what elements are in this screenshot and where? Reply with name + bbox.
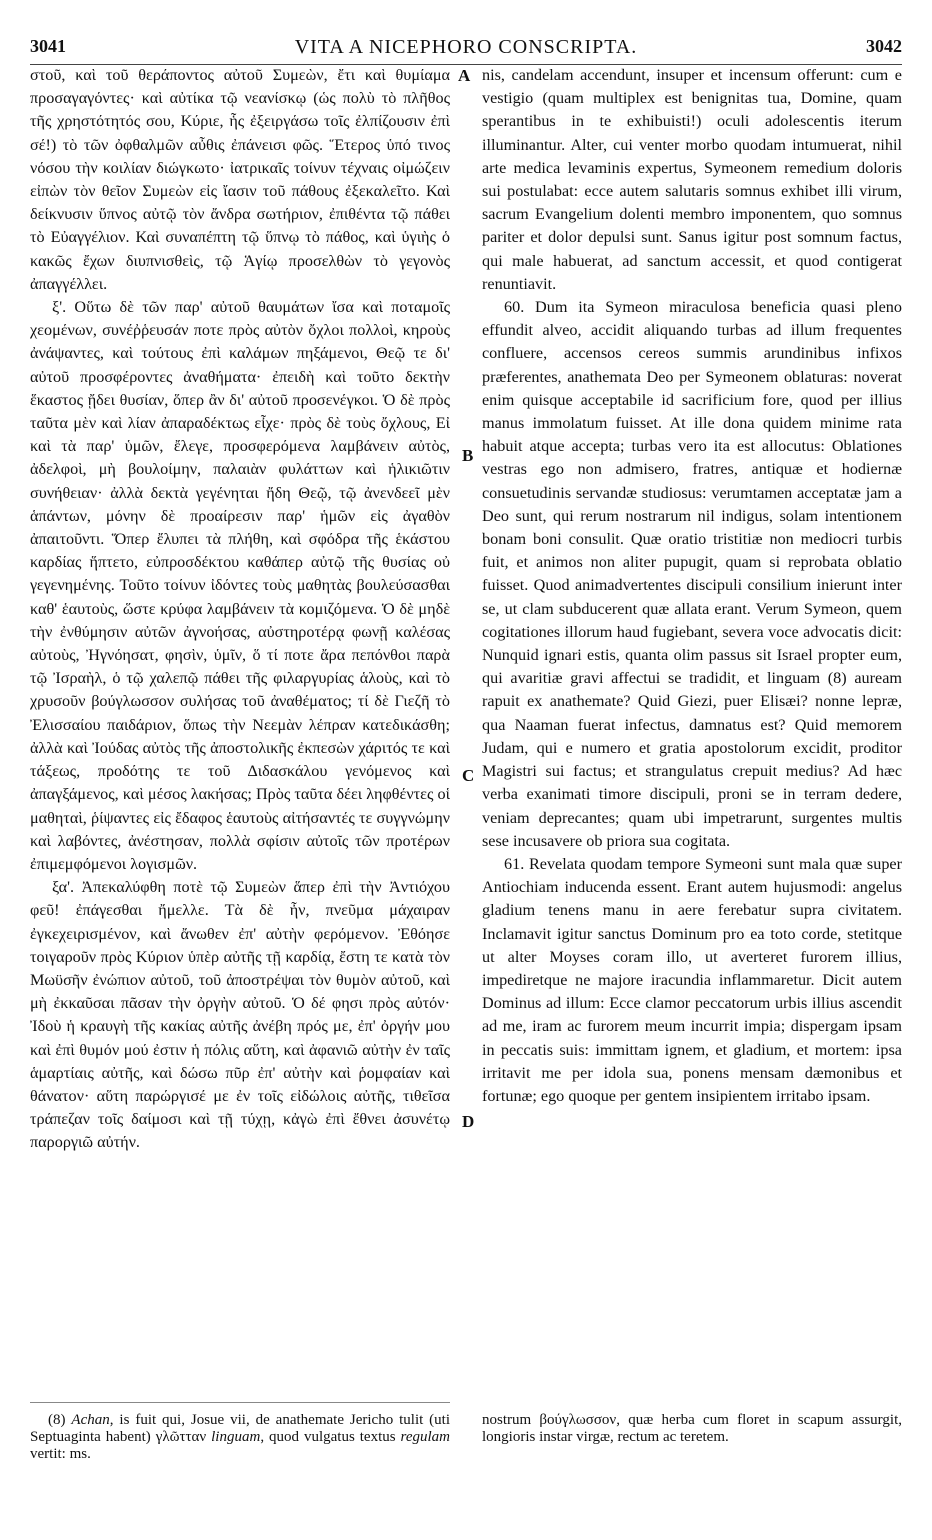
page-header xyxy=(30,34,902,65)
footnote-regulam: regulam xyxy=(400,1429,450,1445)
greek-paragraph: στοῦ, καὶ τοῦ θεράποντος αὐτοῦ Συμεὼν, ἔτι καὶ θυμίαμα προσαγαγόντες· καὶ αὐτίκα τῷ νεανίσκῳ (ὡς πολὺ τὸ πλῆθος τῆς χρηστότητός σου, Κύριε, ἧς ἐξειργάσω τοῖς ἐλπίζουσιν ἐπὶ σέ!) τὸ τῶν ὀφθαλμῶν αὖθις ἐπάνεισι φῶς. Ἕτερος ὑπό τινος νόσου τὴν κοιλίαν διώγκωτο· ἰατρικαῖς τοίνυν τέχναις οἰμώζειν εἰπὼν τὸν θεῖον Συμεὼν εἰς ἴασιν τοῦ πάθους ἐξεκαλεῖτο. Καὶ δείκνυσιν ὕπνος αὐτῷ τὸν ἄνδρα σωτήριον, ἐπιθέντα τῷ πάθει τὸ Εὐαγγέλιον. Καὶ συναπέπτη τῷ ὕπνῳ τὸ πάθος, καὶ ὑγιὴς ὁ κακῶς ἔχων διυπνισθεὶς, τῷ Ἁγίῳ προσελθὼν τὸ γεγονὸς ἀπαγγέλλει. xyxy=(30,66,450,293)
margin-marker-b: B xyxy=(462,446,474,465)
greek-paragraph: ξα'. Ἀπεκαλύφθη ποτὲ τῷ Συμεὼν ἅπερ ἐπὶ τὴν Ἀντιόχου φεῦ! ἐπάγεσθαι ἤμελλε. Τὰ δὲ ἦν, πνεῦμα μάχαιραν ἐγκεχειρισμένον, καὶ ἄνωθεν ἐπ' αὐτὴν φερόμενον. Ἐθόησε τοιγαροῦν πρὸς Κύριον ὑπὲρ αὐτῆς τῇ καρδίᾳ, ἔστη τε κατὰ τὸν Μωϋσῆν ἐνώπιον αὐτοῦ, τοῦ ἀποστρέψαι τὸν θυμὸν αὐτοῦ, καὶ μὴ ἐκκαῦσαι πᾶσαν τὴν ὀργὴν αὐτοῦ. Ὁ δέ φησι πρὸς αὐτόν· Ἰδοὺ ἡ κραυγὴ τῆς κακίας αὐτῆς ἀνέβη πρός με, ἐπ' ὀργήν μου καὶ ἐπὶ θυμόν μού ἐστιν ἡ πόλις αὕτη, καὶ ἀφανιῶ αὐτὴν ἐν ταῖς ἁμαρτίαις αὐτῆς, καὶ δώσω πῦρ ἐπ' αὐτὴν καὶ ῥομφαίαν καὶ θάνατον· αὕτη παρώργισέ με ἐν τοῖς εἰδώλοις αὐτῆς, τιθεῖσα τράπεζαν τοῖς δαίμοσι καὶ τῇ τύχῃ, κἀγὼ ἐπὶ ἔθνει ἀσυνέτῳ παροργιῶ αὐτήν. xyxy=(30,878,450,1152)
greek-column xyxy=(30,64,450,1155)
margin-marker-a: A xyxy=(458,66,471,85)
latin-paragraph: 61. Revelata quodam tempore Symeoni sunt mala quæ super Antiochiam inducenda essent. Erant autem hujusmodi: angelus gladium tenens manu in aere ferebatur supra civitatem. Inclamavit igitur sanctus Dominum pro ea toto corde, stetitque ut alter Moyses coram illo, ut averteret furorem illius, impediretque ne majore iracundia inflammaretur. Dicit autem Dominus ad illum: Ecce clamor peccatorum urbis illius ascendit ad me, iram ac furorem meum incurrit impia; dispergam ipsam in peccatis suis: immittam ignem, et gladium, et mortem: ipsa irritavit me per idola sua, ponens mensam dæmonibus et fortunæ; ego quoque per gentem insipientem irritabo ipsam. xyxy=(482,854,902,1105)
latin-paragraph: 60. Dum ita Symeon miraculosa beneficia quasi pleno effundit alveo, accidit aliquando turbas ad illum frequentes confluere, accensos cereos summis arundinibus infixos præferentes, anathemata Deo per Symeonem oblaturas: noverat enim quisque acceptabile id sacrificium fore, quod per illius manus immolatum fuisset. At ille dona quidem minime rata habuit atque accepta; turbas vero ita est allocutus: Oblationes vestras ego non admisero, fratres, antiquæ et hodiernæ consuetudinis servandæ studiosus: verumtamen acceptatæ jam a Deo sunt, qui rerum nostrarum nil indigus, solam intentionem bonam boni consulit. Quæ oratio tristitiæ non mediocri turbis fuit, et animos non aliter pupugit, quam si reprobata oblatio fuisset. Quod animadvertentes discipuli consilium inierunt inter se, ut clam subducerent quæ allata erant. Verum Symeon, quem cogitationes illorum haud fugiebant, severa voce advocatis dicit: Nunquid ignari estis, quanta olim passus sit Israel propter eum, qui avaritiæ gravi affectui se tradidit, et linguam (8) auream rapuit ex anathemate? Quid Giezi, puer Elisæi? nonne lepræ, qua Naaman fuerat infectus, damnatus est? Quid memorem Judam, qui e numero et gratia apostolorum excidit, proditor Magistri sui factus; et strangulatus crepuit medius? Ad hæc verba exanimati timore discipuli, proni se in terram dedere, veniam deprecantes; quam ubi impetrarunt, surgentes multis sese incusavere ob priora sua cogitata. xyxy=(482,298,902,850)
footnote-number: (8) xyxy=(48,1412,66,1428)
margin-marker-d: D xyxy=(462,1112,475,1131)
latin-paragraph: nis, candelam accendunt, insuper et incensum offerunt: cum e vestigio (quam multiplex est benignitas tua, Domine, quam sperantibus in te exhibuisti!) oculi adolescentis iterum illuminantur. Alter, cui venter morbo quodam intumuerat, nihil arte medica levaminis expertus, Symeonem remedium doloris sui postulabat: ecce autem salutaris somnus exhibet illi virum, sacrum Evangelium dolenti membro imponentem, quo somnus pariter et dolor depulsi sunt. Sanus igitur post somnum factus, qui male habuerat, ad sanctum accessit, et quod contigerat renuntiavit. xyxy=(482,66,902,293)
latin-column xyxy=(482,64,902,1108)
footnote-divider xyxy=(30,1402,450,1403)
page-number-right: 3042 xyxy=(866,36,902,56)
margin-marker-c: C xyxy=(462,766,475,785)
page-number-left: 3041 xyxy=(30,36,66,56)
footnote-text: , is fuit qui, Josue vii, de anathemate Jericho tulit (uti Septuaginta habent) γλῶτταν xyxy=(30,1412,451,1445)
footnote-left xyxy=(30,1412,450,1463)
footnote-achan: Achan xyxy=(71,1412,110,1428)
running-title: VITA A NICEPHORO CONSCRIPTA. xyxy=(294,36,638,58)
footnote-text: , quod vulgatus textus xyxy=(260,1429,401,1445)
greek-paragraph: ξ'. Οὕτω δὲ τῶν παρ' αὐτοῦ θαυμάτων ἴσα καὶ ποταμοῖς χεομένων, συνέῤῥευσάν ποτε πρὸς αὐτὸν ὄχλοι πολλοὶ, κηροὺς ἀνάψαντες, καὶ τούτους ἐπὶ καλάμων πηξάμενοι, Θεῷ τε δι' αὐτοῦ προσφέροντες ἀναθήματα· ἐπειδὴ καὶ τοῦτο δεκτὴν ἕκαστος ᾔδει θυσίαν, ὅπερ ἂν δι' αὐτοῦ προσενέγκοι. Ὁ δὲ πρὸς ταῦτα μὲν καὶ λίαν ἀπαραδέκτως εἶχε· πρὸς δὲ τοὺς ὄχλους, Εἰ καὶ τὰ παρ' ὑμῶν, ἔλεγε, προσφερόμενα λαμβάνειν αὐτὸς, ἀδελφοὶ, μὴ βουλοίμην, παλαιὰν φυλάττων καὶ ἡλικιῶτιν συνήθειαν· ἀλλὰ δεκτὰ γεγένηται ἤδη Θεῷ, τῷ ἀνενδεεῖ μὲν ἁπάντων, μόνην δὲ προαίρεσιν παρ' ἡμῶν εἰς ἀγαθὸν ἀπαιτοῦντι. Ὅπερ ἔλυπει τὰ πλήθη, καὶ σφόδρα τῆς ἑκάστου καρδίας ἥπτετο, εὐπροσδέκτου καθάπερ αὐτῷ τῆς θυσίας οὐ γεγενημένης. Τοῦτο τοίνυν ἰδόντες τοὺς μαθητὰς βουλεύσασθαι καθ' ἑαυτοὺς, ὥστε κρύφα λαμβάνειν τὰ κομιζόμενα. Ὁ δὲ μηδὲ τὴν ἐνθύμησιν αὐτῶν ἀγνοήσας, αὐστηροτέρᾳ φωνῇ καλέσας αὐτοὺς, Ἠγνόησατ, φησὶν, ὑμῖν, ὅ τί ποτε ἄρα πεπόνθοι παρὰ τῷ Ἰσραὴλ, ὁ τῷ χαλεπῷ πάθει τῆς φιλαργυρίας ἁλοὺς, καὶ τὸ χρυσοῦν βούγλωσσον συλήσας τοῦ ἀναθέματος; τί δὲ Γιεζῆ τὸ Ἐλισσαίου παιδάριον, ὅπως τὴν Νεεμὰν λέπραν κατεδικάσθη; ἀλλὰ καὶ Ἰούδας αὐτὸς τῆς ἀποστολικῆς ἐκπεσὼν χάριτός τε καὶ τάξεως, προδότης τε τοῦ Διδασκάλου γενόμενος καὶ ἀπαγξάμενος, καὶ μέσος λακήσας; Πρὸς ταῦτα δέει ληφθέντες οἱ μαθηταὶ, ῥίψαντες εἰς ἔδαφος ἑαυτοὺς αἰτήσαντές τε συγγνώμην καὶ λαβόντες, ἀνέστησαν, πολλὰ σφίσιν αὐτοῖς τῶν προτέρων ἐπιμεμφόμενοι λογισμῶν. xyxy=(30,298,450,873)
footnote-right: nostrum βούγλωσσον, quæ herba cum floret in scapum assurgit, longioris instar virgæ, rectum ac teretem. xyxy=(482,1412,902,1445)
footnote-text: vertit: ms. xyxy=(30,1446,91,1462)
footnote-linguam: linguam xyxy=(211,1429,261,1445)
